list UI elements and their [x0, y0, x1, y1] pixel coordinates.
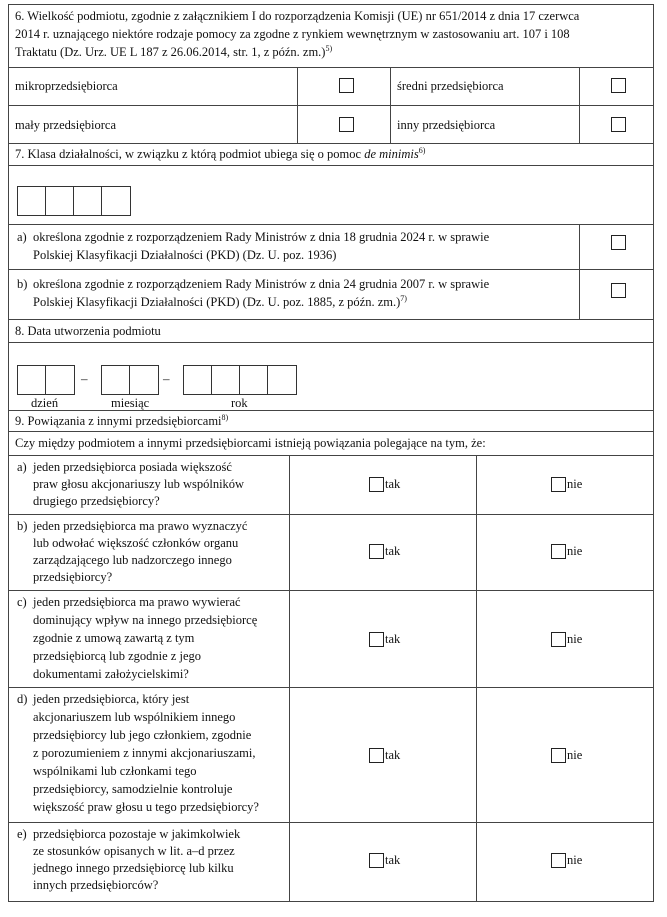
relation-a-line2: praw głosu akcjonariuszy lub wspólników	[33, 477, 245, 491]
option-b-line1: określona zgodnie z rozporządzeniem Rady Ministrów z dnia 24 grudnia 2007 r. w sprawie	[33, 277, 490, 291]
date-separator-2: –	[163, 371, 170, 386]
relation-b-line2: lub odwołać większość członków organu	[33, 536, 239, 550]
relation-d-no-option[interactable]	[551, 748, 582, 763]
relation-a-yes-checkbox[interactable]	[369, 477, 384, 492]
relation-d-no-checkbox[interactable]	[551, 748, 566, 763]
relation-c-line4: przedsiębiorcą lub zgodnie z jego	[33, 649, 201, 663]
relation-d-line5: wspólnikami lub członkami tego	[33, 764, 197, 778]
relation-b-line1: jeden przedsiębiorca ma prawo wyznaczyć	[33, 519, 248, 533]
relation-c-line5: dokumentami założycielskimi?	[33, 667, 189, 681]
relation-b-line3: zarządzającego lub nadzorczego innego	[33, 553, 232, 567]
year-label: rok	[231, 396, 248, 410]
relation-d-no-label: nie	[567, 748, 583, 762]
pkd-option-b	[8, 269, 654, 319]
size-row-1	[8, 67, 654, 105]
pkd-code-row	[8, 165, 654, 224]
option-a-letter: a)	[17, 230, 27, 244]
relation-c-yes-label: tak	[385, 632, 401, 646]
footnote-ref-6: 6)	[418, 145, 426, 155]
relation-d-line4: z porozumieniem z innymi akcjonariuszami,	[33, 746, 256, 760]
relation-a-no-option[interactable]	[551, 477, 582, 492]
other-checkbox[interactable]	[611, 117, 626, 132]
relation-b-yes-option[interactable]	[369, 544, 400, 559]
option-b-line2-text: Polskiej Klasyfikacji Działalności (PKD) (Dz. U. poz. 1885, z późn. zm.)	[33, 295, 401, 309]
relation-a-yes-option[interactable]	[369, 477, 400, 492]
relation-b-yes-label: tak	[385, 544, 401, 558]
relation-e-line3: jednego innego przedsiębiorcę lub kilku	[33, 861, 234, 875]
relation-e-no-label: nie	[567, 853, 583, 867]
relation-e-line2: ze stosunków opisanych w lit. a–d przez	[33, 844, 235, 858]
option-a-line1: określona zgodnie z rozporządzeniem Rady Ministrów z dnia 18 grudnia 2024 r. w sprawie	[33, 230, 490, 244]
relation-row-c	[8, 590, 654, 687]
relation-a-line3: drugiego przedsiębiorcy?	[33, 494, 160, 508]
footnote-ref-7: 7)	[400, 293, 407, 303]
pkd-2007-checkbox[interactable]	[611, 283, 626, 298]
other-label: inny przedsiębiorca	[397, 118, 496, 132]
micro-checkbox[interactable]	[339, 78, 354, 93]
month-input[interactable]	[101, 365, 159, 395]
relation-b-letter: b)	[17, 519, 28, 533]
section-6-title-line2: 2014 r. uznającego niektóre rodzaje pomocy za zgodne z rynkiem wewnętrznym w zastosowaniu art. 107 i 108	[15, 27, 570, 41]
section-6-title-line3	[15, 44, 332, 61]
section-7-header	[8, 143, 654, 165]
relation-e-line1: przedsiębiorca pozostaje w jakimkolwiek	[33, 827, 241, 841]
medium-label: średni przedsiębiorca	[397, 79, 504, 93]
micro-label: mikroprzedsiębiorca	[15, 79, 118, 93]
pkd-code-input[interactable]	[17, 186, 131, 216]
section-7-title-emphasis: de minimis	[364, 147, 419, 161]
relation-d-letter: d)	[17, 692, 28, 706]
relation-d-yes-checkbox[interactable]	[369, 748, 384, 763]
relation-e-yes-label: tak	[385, 853, 401, 867]
pkd-option-a	[8, 224, 654, 269]
relation-a-no-checkbox[interactable]	[551, 477, 566, 492]
pkd-2024-checkbox[interactable]	[611, 235, 626, 250]
date-separator-1: –	[81, 371, 88, 386]
small-label: mały przedsiębiorca	[15, 118, 116, 132]
relation-e-line4: innych przedsiębiorców?	[33, 878, 159, 892]
section-9-header	[8, 410, 654, 431]
relation-a-letter: a)	[17, 460, 27, 474]
relation-e-yes-checkbox[interactable]	[369, 853, 384, 868]
relations-question: Czy między podmiotem a innymi przedsiębiorcami istnieją powiązania polegające na tym, że:	[15, 436, 486, 450]
relation-c-letter: c)	[17, 595, 27, 609]
relation-c-no-checkbox[interactable]	[551, 632, 566, 647]
section-8-title: 8. Data utworzenia podmiotu	[15, 324, 161, 338]
relation-b-yes-checkbox[interactable]	[369, 544, 384, 559]
footnote-ref-5: 5)	[325, 43, 333, 53]
relation-d-line3: przedsiębiorcy lub jego członkiem, zgodnie	[33, 728, 252, 742]
relation-c-yes-option[interactable]	[369, 632, 400, 647]
relation-c-line3: zgodnie z umową zawartą z tym	[33, 631, 195, 645]
relation-d-line6: przedsiębiorcy, samodzielnie kontroluje	[33, 782, 233, 796]
relation-a-line1: jeden przedsiębiorca posiada większość	[33, 460, 232, 474]
relation-a-no-label: nie	[567, 477, 583, 491]
section-8-header	[8, 319, 654, 342]
relation-row-e	[8, 822, 654, 902]
relation-d-line1: jeden przedsiębiorca, który jest	[33, 692, 190, 706]
section-6-header	[8, 4, 654, 67]
date-row	[8, 342, 654, 410]
section-7-title-text: 7. Klasa działalności, w związku z którą podmiot ubiega się o pomoc	[15, 147, 365, 161]
relation-b-no-option[interactable]	[551, 544, 582, 559]
day-label: dzień	[31, 396, 59, 410]
relation-d-line2: akcjonariuszem lub wspólnikiem innego	[33, 710, 236, 724]
year-input[interactable]	[183, 365, 297, 395]
relation-b-no-checkbox[interactable]	[551, 544, 566, 559]
section-9-title-text: 9. Powiązania z innymi przedsiębiorcami	[15, 414, 222, 428]
medium-checkbox[interactable]	[611, 78, 626, 93]
relation-e-no-option[interactable]	[551, 853, 582, 868]
relation-e-letter: e)	[17, 827, 27, 841]
relation-row-b	[8, 514, 654, 590]
relation-c-line1: jeden przedsiębiorca ma prawo wywierać	[33, 595, 241, 609]
relation-b-no-label: nie	[567, 544, 583, 558]
relation-d-line7: większość praw głosu u tego przedsiębiorcy?	[33, 800, 259, 814]
option-b-line2	[33, 294, 407, 311]
section-9-question	[8, 431, 654, 455]
relation-d-yes-option[interactable]	[369, 748, 400, 763]
month-label: miesiąc	[111, 396, 150, 410]
relation-row-a	[8, 455, 654, 514]
relation-e-no-checkbox[interactable]	[551, 853, 566, 868]
relation-b-line4: przedsiębiorcy?	[33, 570, 113, 584]
day-input[interactable]	[17, 365, 75, 395]
section-6-title-line1: 6. Wielkość podmiotu, zgodnie z załącznikiem I do rozporządzenia Komisji (UE) nr 651/2014 z dnia 17 czerwca	[15, 9, 580, 23]
relation-c-line2: dominujący wpływ na innego przedsiębiorcę	[33, 613, 258, 627]
relation-e-yes-option[interactable]	[369, 853, 400, 868]
option-b-letter: b)	[17, 277, 28, 291]
relation-c-no-option[interactable]	[551, 632, 582, 647]
size-row-2	[8, 105, 654, 143]
relation-c-no-label: nie	[567, 632, 583, 646]
relation-c-yes-checkbox[interactable]	[369, 632, 384, 647]
relation-row-d	[8, 687, 654, 822]
section-9-title	[15, 413, 228, 430]
relation-a-yes-label: tak	[385, 477, 401, 491]
relation-d-yes-label: tak	[385, 748, 401, 762]
section-6-title-text: Traktatu (Dz. Urz. UE L 187 z 26.06.2014, str. 1, z późn. zm.)	[15, 45, 326, 59]
option-a-line2: Polskiej Klasyfikacji Działalności (PKD) (Dz. U. poz. 1936)	[33, 248, 337, 262]
section-7-title	[15, 146, 425, 163]
footnote-ref-8: 8)	[221, 412, 229, 422]
small-checkbox[interactable]	[339, 117, 354, 132]
